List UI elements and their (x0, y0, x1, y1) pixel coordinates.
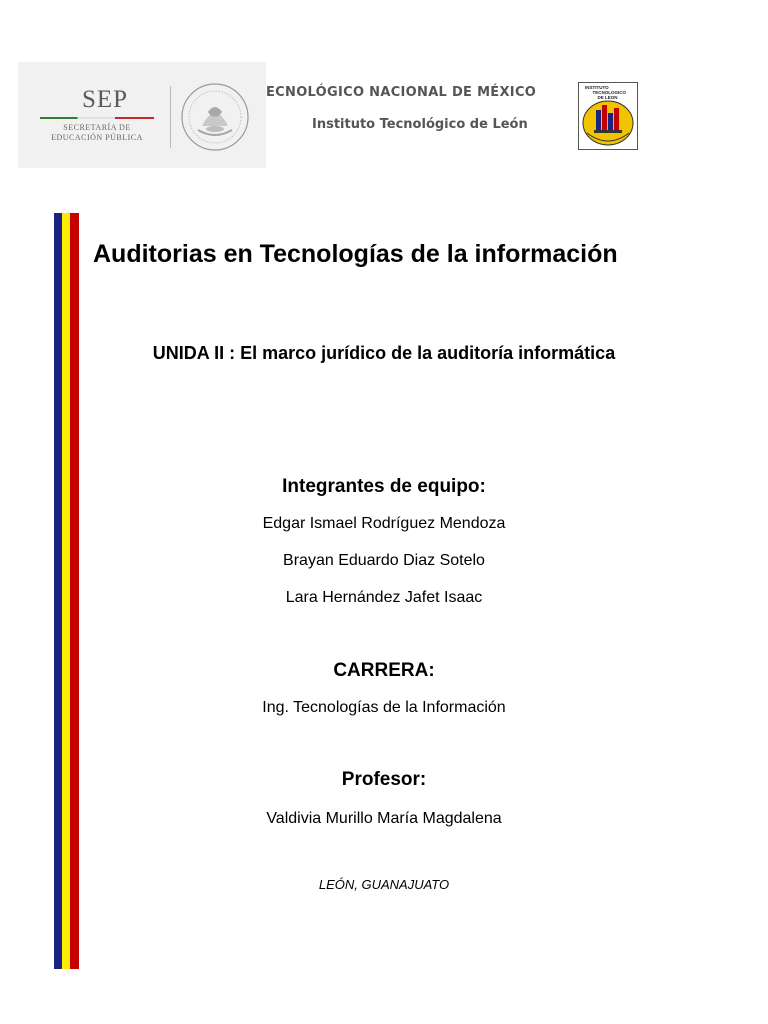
unit-title: UNIDA II : El marco jurídico de la auditoría informática (152, 343, 616, 363)
sep-logo-rule (40, 117, 154, 119)
document-title: Auditorias en Tecnologías de la información (93, 240, 618, 268)
team-member: Edgar Ismael Rodríguez Mendoza (262, 515, 506, 532)
sep-logo-line2: EDUCACIÓN PÚBLICA (51, 133, 143, 142)
professor-heading: Profesor: (341, 769, 427, 790)
itl-logo-text: INSTITUTO TECNOLOGICO DE LEON (585, 85, 627, 100)
sep-logo-divider (170, 86, 171, 148)
team-heading: Integrantes de equipo: (282, 476, 486, 497)
career-heading: CARRERA: (333, 660, 435, 681)
institution-title: ECNOLÓGICO NACIONAL DE MÉXICO (266, 85, 537, 100)
city-location: LEÓN, GUANAJUATO (318, 877, 450, 892)
team-member: Lara Hernández Jafet Isaac (285, 589, 483, 606)
team-member: Brayan Eduardo Diaz Sotelo (283, 552, 485, 569)
itl-emblem-icon (579, 83, 637, 149)
professor-name: Valdivia Murillo María Magdalena (266, 810, 502, 827)
mexico-coat-of-arms-seal (180, 82, 250, 152)
sep-logo-line1: SECRETARÍA DE (63, 123, 131, 132)
campus-name: Instituto Tecnológico de León (312, 117, 528, 132)
itl-logo (578, 82, 638, 150)
career-name: Ing. Tecnologías de la Información (262, 699, 506, 716)
sep-logo-word: SEP (81, 86, 129, 113)
